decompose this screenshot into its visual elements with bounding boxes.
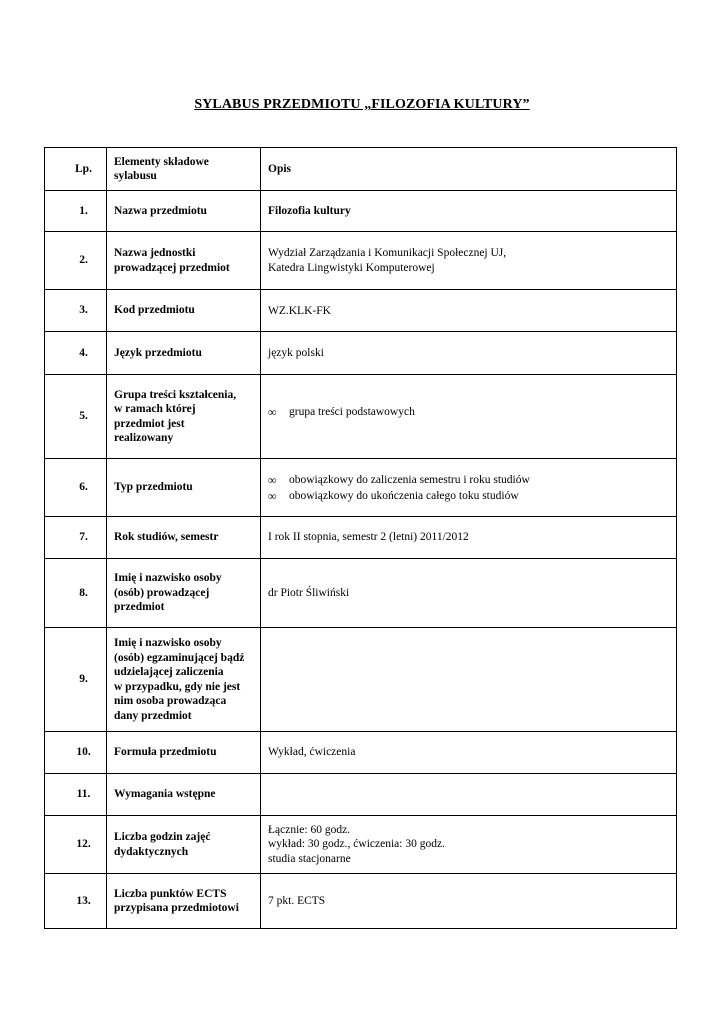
row-element-line: przypisana przedmiotowi — [114, 902, 239, 914]
row-element-line: Imię i nazwisko osoby — [114, 572, 222, 585]
header-lp — [45, 148, 107, 191]
row-number — [45, 816, 107, 874]
row-description — [261, 874, 677, 929]
table-row — [45, 517, 677, 559]
table-row — [45, 459, 677, 517]
infinity-bullet-icon: ∞ — [268, 405, 277, 419]
infinity-bullet-icon: ∞ — [268, 472, 277, 487]
row-element-line: dydaktycznych — [114, 845, 189, 858]
row-element-line: Liczba godzin zajęć — [114, 831, 211, 843]
table-row — [45, 191, 677, 232]
row-description-line: I rok II stopnia, semestr 2 (letni) 2011/2012 — [268, 531, 469, 544]
bullet-list — [268, 472, 669, 504]
table-row — [45, 874, 677, 929]
row-element-line: prowadzącej przedmiot — [114, 261, 230, 274]
row-number — [45, 732, 107, 774]
row-number-label: 3. — [79, 304, 88, 317]
row-number-label: 8. — [79, 586, 88, 599]
row-element-line: Rok studiów, semestr — [114, 531, 219, 544]
row-description-line: Filozofia kultury — [268, 204, 351, 217]
row-description — [261, 774, 677, 816]
row-description — [261, 559, 677, 628]
row-number — [45, 375, 107, 459]
bullet-list — [268, 404, 669, 420]
row-number — [45, 290, 107, 332]
header-description: Opis — [261, 148, 677, 191]
row-element-line: przedmiot — [114, 601, 165, 614]
row-element — [107, 816, 261, 874]
row-number — [45, 191, 107, 232]
row-element — [107, 332, 261, 375]
header-elements — [107, 148, 261, 191]
row-description — [261, 191, 677, 232]
row-description — [261, 332, 677, 375]
table-row — [45, 375, 677, 459]
list-item-text: obowiązkowy do zaliczenia semestru i roku studiów — [289, 473, 530, 486]
list-item — [268, 472, 669, 488]
row-element — [107, 628, 261, 732]
row-description — [261, 517, 677, 559]
row-element-line: dany przedmiot — [114, 709, 192, 722]
row-element-line: Liczba punktów ECTS — [114, 887, 227, 900]
row-description — [261, 459, 677, 517]
row-description-line: Wykład, ćwiczenia — [268, 746, 356, 758]
row-element — [107, 459, 261, 517]
row-number-label: 4. — [79, 346, 88, 359]
row-number — [45, 628, 107, 732]
row-number — [45, 517, 107, 559]
row-element-line: Wymagania wstępne — [114, 788, 216, 801]
row-element — [107, 774, 261, 816]
header-lp-label: Lp. — [75, 162, 92, 175]
table-row — [45, 628, 677, 732]
row-description-line: 7 pkt. ECTS — [268, 894, 326, 907]
row-element — [107, 874, 261, 929]
row-number-label: 9. — [79, 673, 88, 686]
row-number-label: 2. — [79, 254, 88, 267]
row-element — [107, 290, 261, 332]
row-number — [45, 774, 107, 816]
row-description — [261, 732, 677, 774]
row-description-line: Wydział Zarządzania i Komunikacji Społecznej UJ, — [268, 247, 507, 259]
row-number-label: 11. — [76, 788, 91, 801]
table-row — [45, 232, 677, 290]
document-title: SYLABUS PRZEDMIOTU „FILOZOFIA KULTURY” — [194, 97, 530, 112]
list-item-text: grupa treści podstawowych — [289, 406, 415, 418]
row-element-line: Typ przedmiotu — [114, 481, 193, 494]
row-element-line: przedmiot jest — [114, 417, 185, 430]
row-number-label: 12. — [76, 838, 91, 851]
row-number-label: 5. — [79, 410, 88, 423]
row-element-line: Formuła przedmiotu — [114, 746, 217, 759]
row-number-label: 10. — [76, 746, 91, 759]
row-element-line: Kod przedmiotu — [114, 304, 195, 317]
row-element-line: Nazwa przedmiotu — [114, 204, 207, 217]
row-element-line: nim osoba prowadząca — [114, 695, 227, 707]
row-description-line: WZ.KLK-FK — [268, 305, 331, 317]
row-element — [107, 375, 261, 459]
row-number-label: 7. — [79, 531, 88, 544]
syllabus-table — [44, 147, 677, 929]
header-elements-line: sylabusu — [114, 170, 157, 182]
row-description-line: dr Piotr Śliwiński — [268, 586, 350, 599]
row-description-line: język polski — [268, 347, 324, 359]
header-elements-line: Elementy składowe — [114, 155, 209, 168]
list-item — [268, 404, 669, 420]
row-description — [261, 628, 677, 732]
table-row — [45, 290, 677, 332]
row-description — [261, 232, 677, 290]
row-element — [107, 517, 261, 559]
table-header-row — [45, 148, 677, 191]
row-number — [45, 332, 107, 375]
row-number — [45, 874, 107, 929]
row-element-line: realizowany — [114, 432, 174, 444]
row-description — [261, 375, 677, 459]
row-element-line: udzielającej zaliczenia — [114, 666, 224, 678]
row-number — [45, 459, 107, 517]
row-element-line: w przypadku, gdy nie jest — [114, 680, 241, 693]
row-number — [45, 232, 107, 290]
row-description — [261, 290, 677, 332]
table-row — [45, 332, 677, 375]
table-row — [45, 732, 677, 774]
row-description-line: studia stacjonarne — [268, 852, 351, 865]
infinity-bullet-icon: ∞ — [268, 488, 277, 503]
row-number — [45, 559, 107, 628]
row-number-label: 13. — [76, 894, 91, 907]
row-description-line: wykład: 30 godz., ćwiczenia: 30 godz. — [268, 838, 445, 851]
table-row — [45, 816, 677, 874]
row-number-label: 1. — [79, 204, 88, 217]
row-element-line: Nazwa jednostki — [114, 247, 196, 259]
row-number-label: 6. — [79, 481, 88, 494]
row-element — [107, 732, 261, 774]
list-item — [268, 488, 669, 504]
row-element-line: Język przedmiotu — [114, 346, 202, 359]
row-element-line: Imię i nazwisko osoby — [114, 637, 222, 649]
row-description-line: Katedra Lingwistyki Komputerowej — [268, 261, 435, 274]
row-element — [107, 559, 261, 628]
row-element — [107, 232, 261, 290]
row-element-line: (osób) prowadzącej — [114, 586, 210, 599]
row-description-line: Łącznie: 60 godz. — [268, 823, 351, 836]
row-element-line: w ramach której — [114, 403, 196, 415]
row-element-line: (osób) egzaminującej bądź — [114, 651, 245, 664]
row-element-line: Grupa treści kształcenia, — [114, 388, 237, 401]
table-row — [45, 559, 677, 628]
list-item-text: obowiązkowy do ukończenia całego toku studiów — [289, 489, 519, 502]
row-element — [107, 191, 261, 232]
row-description — [261, 816, 677, 874]
table-row — [45, 774, 677, 816]
